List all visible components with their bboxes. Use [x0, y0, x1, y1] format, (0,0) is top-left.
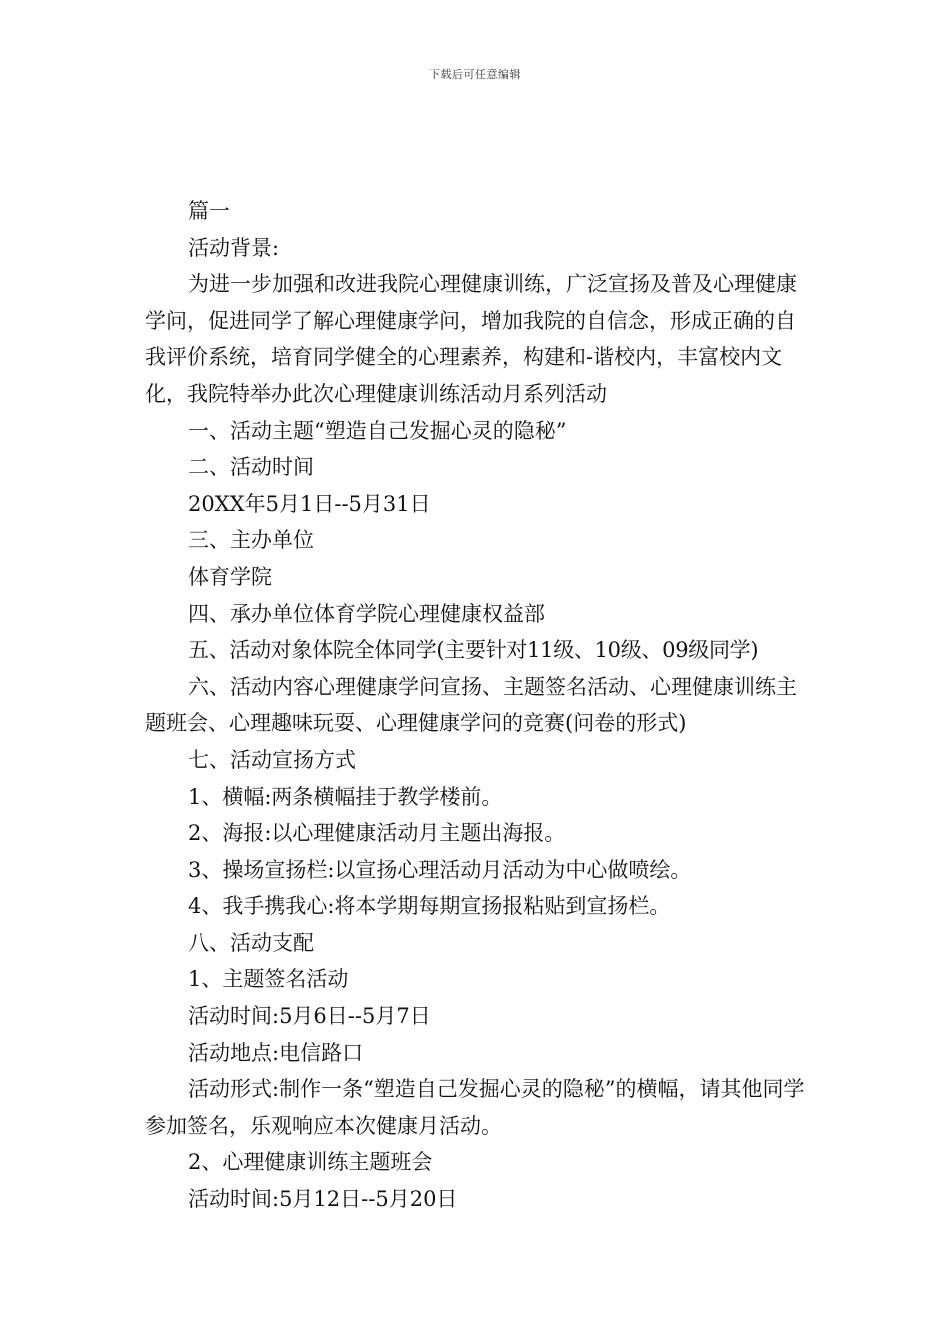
background-paragraph: 为进一步加强和改进我院心理健康训练，广泛宣扬及普及心理健康学问，促进同学了解心理健康学问，增加我院的自信念，形成正确的自我评价系统，培育同学健全的心理素养，构建和-谐校内，丰富校内文化，我院特举办此次心理健康训练活动月系列活动: [145, 272, 797, 406]
activity-time-value: 20XX年5月1日--5月31日: [188, 491, 431, 516]
signature-activity-format: 活动形式:制作一条“塑造自己发掘心灵的隐秘”的横幅，请其他同学参加签名，乐观响应本次健康月活动。: [145, 1077, 805, 1138]
target-audience: 五、活动对象体院全体同学(主要针对11级、10级、09级同学): [188, 638, 759, 663]
organizer-value: 体育学院: [188, 564, 272, 589]
arrangement-heading: 八、活动支配: [188, 930, 314, 955]
promotion-item-board: 3、操场宣扬栏:以宣扬心理活动月活动为中心做喷绘。: [188, 857, 692, 882]
co-organizer: 四、承办单位体育学院心理健康权益部: [188, 601, 545, 626]
header-note: 下载后可任意编辑: [429, 68, 521, 81]
organizer-heading: 三、主办单位: [188, 528, 314, 553]
activity-theme: 一、活动主题“塑造自己发掘心灵的隐秘”: [188, 418, 567, 443]
signature-activity-time: 活动时间:5月6日--5月7日: [188, 1004, 431, 1029]
class-meeting-time: 活动时间:5月12日--5月20日: [188, 1187, 458, 1212]
promotion-item-newsletter: 4、我手携我心:将本学期每期宣扬报粘贴到宣扬栏。: [188, 894, 671, 919]
signature-activity-location: 活动地点:电信路口: [188, 1040, 364, 1065]
promotion-item-poster: 2、海报:以心理健康活动月主题出海报。: [188, 821, 566, 846]
section-label: 篇一: [188, 199, 230, 223]
document-body: [145, 193, 807, 1218]
signature-activity-heading: 1、主题签名活动: [188, 967, 349, 992]
promotion-heading: 七、活动宣扬方式: [188, 747, 356, 772]
activity-time-heading: 二、活动时间: [188, 455, 314, 480]
class-meeting-heading: 2、心理健康训练主题班会: [188, 1150, 433, 1175]
activity-content: 六、活动内容心理健康学问宣扬、主题签名活动、心理健康训练主题班会、心理趣味玩耍、心理健康学问的竞赛(问卷的形式): [145, 674, 797, 736]
promotion-item-banner: 1、横幅:两条横幅挂于教学楼前。: [188, 784, 503, 809]
background-heading: 活动背景:: [188, 235, 280, 260]
